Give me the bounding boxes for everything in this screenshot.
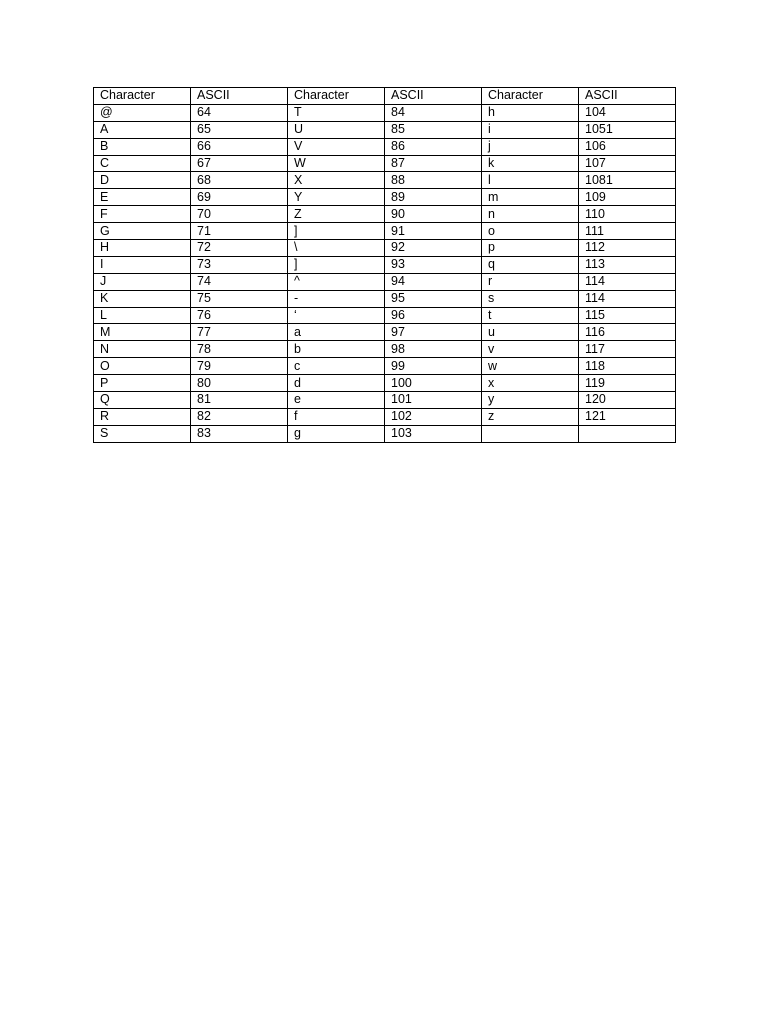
cell-ascii-1: 77 [191, 324, 288, 341]
cell-character-1: K [94, 290, 191, 307]
cell-ascii-3: 121 [579, 408, 676, 425]
table-row [94, 358, 676, 375]
cell-character-1: Q [94, 392, 191, 409]
cell-ascii-1: 68 [191, 172, 288, 189]
cell-character-2: g [288, 425, 385, 442]
cell-ascii-3: 114 [579, 273, 676, 290]
cell-character-2: d [288, 375, 385, 392]
cell-ascii-3: 120 [579, 392, 676, 409]
cell-character-3: l [482, 172, 579, 189]
table-row [94, 324, 676, 341]
cell-character-2: b [288, 341, 385, 358]
table-row [94, 138, 676, 155]
cell-character-2: ] [288, 256, 385, 273]
cell-ascii-2: 89 [385, 189, 482, 206]
cell-character-1: N [94, 341, 191, 358]
cell-character-3: u [482, 324, 579, 341]
cell-ascii-3: 106 [579, 138, 676, 155]
ascii-table [93, 87, 676, 443]
cell-character-2: ^ [288, 273, 385, 290]
cell-character-3: t [482, 307, 579, 324]
cell-character-1: H [94, 240, 191, 257]
cell-ascii-1: 66 [191, 138, 288, 155]
cell-ascii-1: 64 [191, 104, 288, 121]
cell-character-2: U [288, 121, 385, 138]
cell-character-1: M [94, 324, 191, 341]
cell-ascii-1: 80 [191, 375, 288, 392]
cell-ascii-1: 65 [191, 121, 288, 138]
table-row [94, 341, 676, 358]
cell-character-3: v [482, 341, 579, 358]
cell-ascii-1: 82 [191, 408, 288, 425]
cell-ascii-1: 76 [191, 307, 288, 324]
cell-character-2: ] [288, 223, 385, 240]
cell-character-1: D [94, 172, 191, 189]
cell-ascii-1: 79 [191, 358, 288, 375]
cell-ascii-2: 84 [385, 104, 482, 121]
cell-ascii-2: 93 [385, 256, 482, 273]
cell-ascii-1: 69 [191, 189, 288, 206]
cell-character-2: \ [288, 240, 385, 257]
cell-character-3 [482, 425, 579, 442]
cell-character-2: ‘ [288, 307, 385, 324]
cell-ascii-2: 88 [385, 172, 482, 189]
cell-character-3: k [482, 155, 579, 172]
table-body [94, 88, 676, 443]
cell-ascii-2: 94 [385, 273, 482, 290]
table-row [94, 375, 676, 392]
cell-character-2: V [288, 138, 385, 155]
table-row [94, 273, 676, 290]
cell-character-1: @ [94, 104, 191, 121]
table-row [94, 256, 676, 273]
cell-character-2: - [288, 290, 385, 307]
cell-ascii-3: 112 [579, 240, 676, 257]
cell-character-3: s [482, 290, 579, 307]
cell-ascii-2: 90 [385, 206, 482, 223]
table-row [94, 104, 676, 121]
table-row [94, 155, 676, 172]
header-ascii-2: ASCII [385, 88, 482, 105]
table-row [94, 240, 676, 257]
header-character-2: Character [288, 88, 385, 105]
cell-character-3: q [482, 256, 579, 273]
table-header-row [94, 88, 676, 105]
cell-character-1: C [94, 155, 191, 172]
cell-character-3: w [482, 358, 579, 375]
cell-character-1: G [94, 223, 191, 240]
header-character-1: Character [94, 88, 191, 105]
cell-ascii-2: 87 [385, 155, 482, 172]
cell-character-1: L [94, 307, 191, 324]
cell-ascii-1: 74 [191, 273, 288, 290]
cell-character-3: z [482, 408, 579, 425]
cell-character-3: o [482, 223, 579, 240]
cell-ascii-1: 70 [191, 206, 288, 223]
cell-ascii-3: 1051 [579, 121, 676, 138]
cell-ascii-2: 95 [385, 290, 482, 307]
cell-ascii-1: 72 [191, 240, 288, 257]
cell-character-1: F [94, 206, 191, 223]
cell-ascii-2: 101 [385, 392, 482, 409]
cell-ascii-3: 118 [579, 358, 676, 375]
header-ascii-3: ASCII [579, 88, 676, 105]
cell-character-1: B [94, 138, 191, 155]
cell-character-1: A [94, 121, 191, 138]
table-row [94, 408, 676, 425]
cell-character-2: e [288, 392, 385, 409]
cell-ascii-1: 78 [191, 341, 288, 358]
cell-character-2: c [288, 358, 385, 375]
cell-character-1: E [94, 189, 191, 206]
table-row [94, 189, 676, 206]
cell-character-3: r [482, 273, 579, 290]
table-row [94, 392, 676, 409]
cell-character-3: i [482, 121, 579, 138]
cell-character-2: Z [288, 206, 385, 223]
cell-ascii-2: 99 [385, 358, 482, 375]
cell-ascii-2: 97 [385, 324, 482, 341]
cell-ascii-3: 119 [579, 375, 676, 392]
cell-character-1: P [94, 375, 191, 392]
cell-character-3: x [482, 375, 579, 392]
cell-ascii-2: 86 [385, 138, 482, 155]
cell-character-1: O [94, 358, 191, 375]
cell-ascii-2: 103 [385, 425, 482, 442]
cell-ascii-2: 100 [385, 375, 482, 392]
cell-ascii-3 [579, 425, 676, 442]
cell-ascii-1: 73 [191, 256, 288, 273]
table-row [94, 172, 676, 189]
cell-character-2: f [288, 408, 385, 425]
cell-ascii-1: 83 [191, 425, 288, 442]
cell-ascii-3: 114 [579, 290, 676, 307]
table-row [94, 206, 676, 223]
cell-ascii-2: 92 [385, 240, 482, 257]
cell-ascii-3: 113 [579, 256, 676, 273]
cell-character-2: W [288, 155, 385, 172]
cell-ascii-1: 75 [191, 290, 288, 307]
cell-ascii-3: 1081 [579, 172, 676, 189]
cell-character-3: j [482, 138, 579, 155]
cell-ascii-3: 117 [579, 341, 676, 358]
table-row [94, 307, 676, 324]
cell-ascii-3: 111 [579, 223, 676, 240]
cell-character-3: p [482, 240, 579, 257]
cell-character-1: I [94, 256, 191, 273]
cell-character-2: X [288, 172, 385, 189]
cell-character-2: T [288, 104, 385, 121]
cell-character-3: h [482, 104, 579, 121]
cell-ascii-2: 102 [385, 408, 482, 425]
header-character-3: Character [482, 88, 579, 105]
table-row [94, 223, 676, 240]
cell-ascii-1: 67 [191, 155, 288, 172]
cell-ascii-3: 109 [579, 189, 676, 206]
cell-ascii-2: 91 [385, 223, 482, 240]
table-row [94, 290, 676, 307]
cell-character-1: R [94, 408, 191, 425]
cell-ascii-3: 110 [579, 206, 676, 223]
cell-character-1: J [94, 273, 191, 290]
cell-character-2: Y [288, 189, 385, 206]
table-row [94, 121, 676, 138]
cell-ascii-3: 107 [579, 155, 676, 172]
cell-character-3: n [482, 206, 579, 223]
cell-ascii-2: 85 [385, 121, 482, 138]
cell-ascii-2: 96 [385, 307, 482, 324]
cell-ascii-1: 81 [191, 392, 288, 409]
cell-character-3: y [482, 392, 579, 409]
cell-ascii-2: 98 [385, 341, 482, 358]
table-row [94, 425, 676, 442]
header-ascii-1: ASCII [191, 88, 288, 105]
cell-ascii-1: 71 [191, 223, 288, 240]
cell-character-1: S [94, 425, 191, 442]
cell-ascii-3: 116 [579, 324, 676, 341]
cell-character-3: m [482, 189, 579, 206]
cell-ascii-3: 104 [579, 104, 676, 121]
cell-ascii-3: 115 [579, 307, 676, 324]
cell-character-2: a [288, 324, 385, 341]
